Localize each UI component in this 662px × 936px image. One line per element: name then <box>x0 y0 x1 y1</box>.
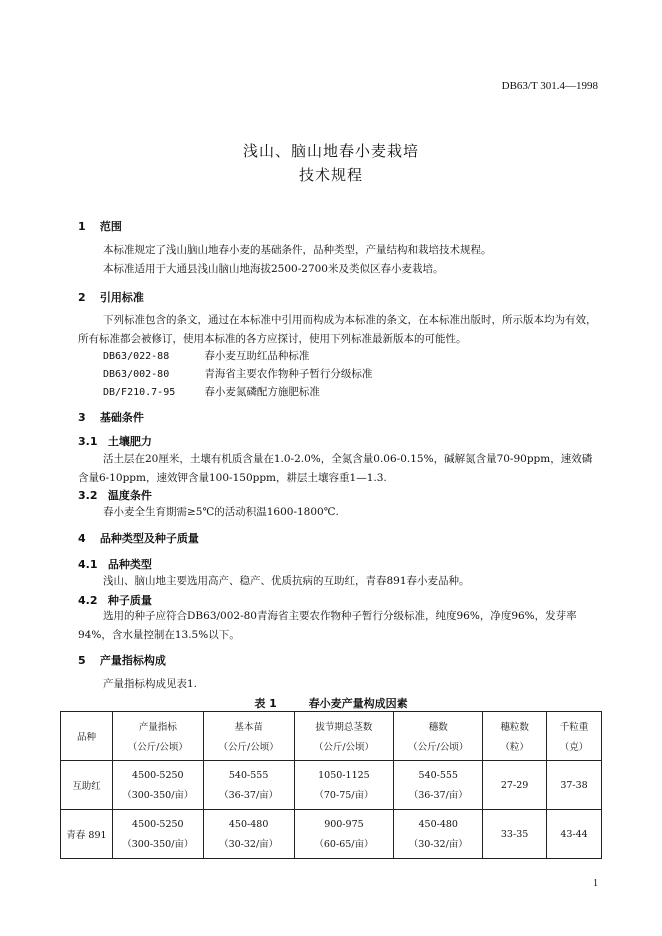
section-5-paragraph: 产量指标构成见表1. <box>103 678 198 690</box>
header-variety: 品种 <box>61 712 113 761</box>
section-3-2-heading <box>78 487 152 503</box>
cell-variety: 青春 891 <box>61 810 113 859</box>
subsection-number: 3.2 <box>78 489 98 502</box>
reference-code: DB63/022-88 <box>103 351 170 362</box>
subsection-title: 品种类型 <box>107 558 152 571</box>
cell-yield: 4500-5250 （300-350/亩） <box>112 761 203 810</box>
section-2-paragraph: 下列标准包含的条文，通过在本标准中引用而构成为本标准的条文，在本标准出版时，所示版本均为有效，所有标准都会被修订，使用本标准的各方应探讨，使用下列标准最新版本的可能性。 <box>78 314 597 345</box>
section-3-1-heading <box>78 433 152 449</box>
cell-stems: 1050-1125 （70-75/亩） <box>294 761 394 810</box>
section-4-1-heading <box>78 556 152 572</box>
section-title: 产量指标构成 <box>99 654 166 667</box>
table-row <box>61 810 602 859</box>
subsection-title: 温度条件 <box>107 489 152 502</box>
table-row <box>61 761 602 810</box>
reference-code: DB/F210.7-95 <box>103 387 176 398</box>
header-yield: 产量指标 （公斤/公顷） <box>112 712 203 761</box>
reference-name: 春小麦氮磷配方施肥标准 <box>204 386 320 398</box>
reference-name: 春小麦互助红品种标准 <box>204 350 310 362</box>
header-spikes: 穗数 （公斤/公顷） <box>394 712 483 761</box>
subsection-number: 4.2 <box>78 594 98 607</box>
yield-components-table <box>60 711 602 859</box>
section-2-heading <box>78 289 144 305</box>
section-title: 范围 <box>99 220 122 233</box>
table-header-row <box>61 712 602 761</box>
cell-seedlings: 540-555 （36-37/亩） <box>203 761 294 810</box>
section-5-heading <box>78 652 166 668</box>
reference-item <box>103 366 372 381</box>
section-title: 引用标准 <box>99 291 144 304</box>
cell-grains: 33-35 <box>483 810 547 859</box>
section-4-2-paragraph: 选用的种子应符合DB63/002-80青海省主要农作物种子暂行分级标准，纯度96%，净度96%，发芽率94%，含水量控制在13.5%以下。 <box>78 610 577 641</box>
cell-spikes: 450-480 （30-32/亩） <box>394 810 483 859</box>
cell-variety: 互助红 <box>61 761 113 810</box>
section-title: 品种类型及种子质量 <box>99 532 199 545</box>
section-1-paragraph-1: 本标准规定了浅山脑山地春小麦的基础条件，品种类型，产量结构和栽培技术规程。 <box>103 244 492 256</box>
subsection-number: 3.1 <box>78 435 98 448</box>
cell-kgw: 43-44 <box>547 810 602 859</box>
cell-seedlings: 450-480 （30-32/亩） <box>203 810 294 859</box>
reference-item <box>103 348 309 363</box>
table-caption-title: 春小麦产量构成因素 <box>308 697 408 710</box>
section-number: 2 <box>78 291 86 304</box>
page-number: 1 <box>593 878 598 889</box>
cell-yield: 4500-5250 （300-350/亩） <box>112 810 203 859</box>
section-4-2-heading <box>78 592 152 608</box>
cell-grains: 27-29 <box>483 761 547 810</box>
section-1-paragraph-2: 本标准适用于大通县浅山脑山地海拔2500-2700米及类似区春小麦栽培。 <box>103 263 444 275</box>
subsection-title: 种子质量 <box>107 594 152 607</box>
section-number: 1 <box>78 220 86 233</box>
subsection-title: 土壤肥力 <box>107 435 152 448</box>
header-stems: 拔节期总茎数 （公斤/公顷） <box>294 712 394 761</box>
document-code: DB63/T 301.4—1998 <box>501 80 598 92</box>
document-title-line1: 浅山、脑山地春小麦栽培 <box>242 142 419 160</box>
section-1-heading <box>78 218 122 234</box>
section-3-heading <box>78 409 144 425</box>
cell-stems: 900-975 （60-65/亩） <box>294 810 394 859</box>
section-3-1-paragraph: 活土层在20厘米，土壤有机质含量在1.0-2.0%，全氮含量0.06-0.15%，碱解氮含量70-90ppm，速效磷含量6-10ppm，速效钾含量100-150ppm，耕层土壤容重1—1.3. <box>78 453 593 484</box>
reference-name: 青海省主要农作物种子暂行分级标准 <box>204 368 373 380</box>
reference-item <box>103 384 320 399</box>
section-3-2-paragraph: 春小麦全生育期需≥5℃的活动积温1600-1800℃. <box>103 506 339 518</box>
section-4-1-paragraph: 浅山、脑山地主要选用高产、稳产、优质抗病的互助红，青春891春小麦品种。 <box>103 575 470 587</box>
header-kgw: 千粒重 （克） <box>547 712 602 761</box>
document-title-line2: 技术规程 <box>298 166 363 184</box>
table-caption-number: 表 1 <box>254 697 277 710</box>
section-number: 3 <box>78 411 86 424</box>
section-number: 5 <box>78 654 86 667</box>
cell-kgw: 37-38 <box>547 761 602 810</box>
section-title: 基础条件 <box>99 411 144 424</box>
section-4-heading <box>78 530 199 546</box>
cell-spikes: 540-555 （36-37/亩） <box>394 761 483 810</box>
reference-code: DB63/002-80 <box>103 369 170 380</box>
header-grains: 穗粒数 （粒） <box>483 712 547 761</box>
subsection-number: 4.1 <box>78 558 98 571</box>
table-caption <box>0 695 662 711</box>
header-seedlings: 基本苗 （公斤/公顷） <box>203 712 294 761</box>
section-number: 4 <box>78 532 86 545</box>
